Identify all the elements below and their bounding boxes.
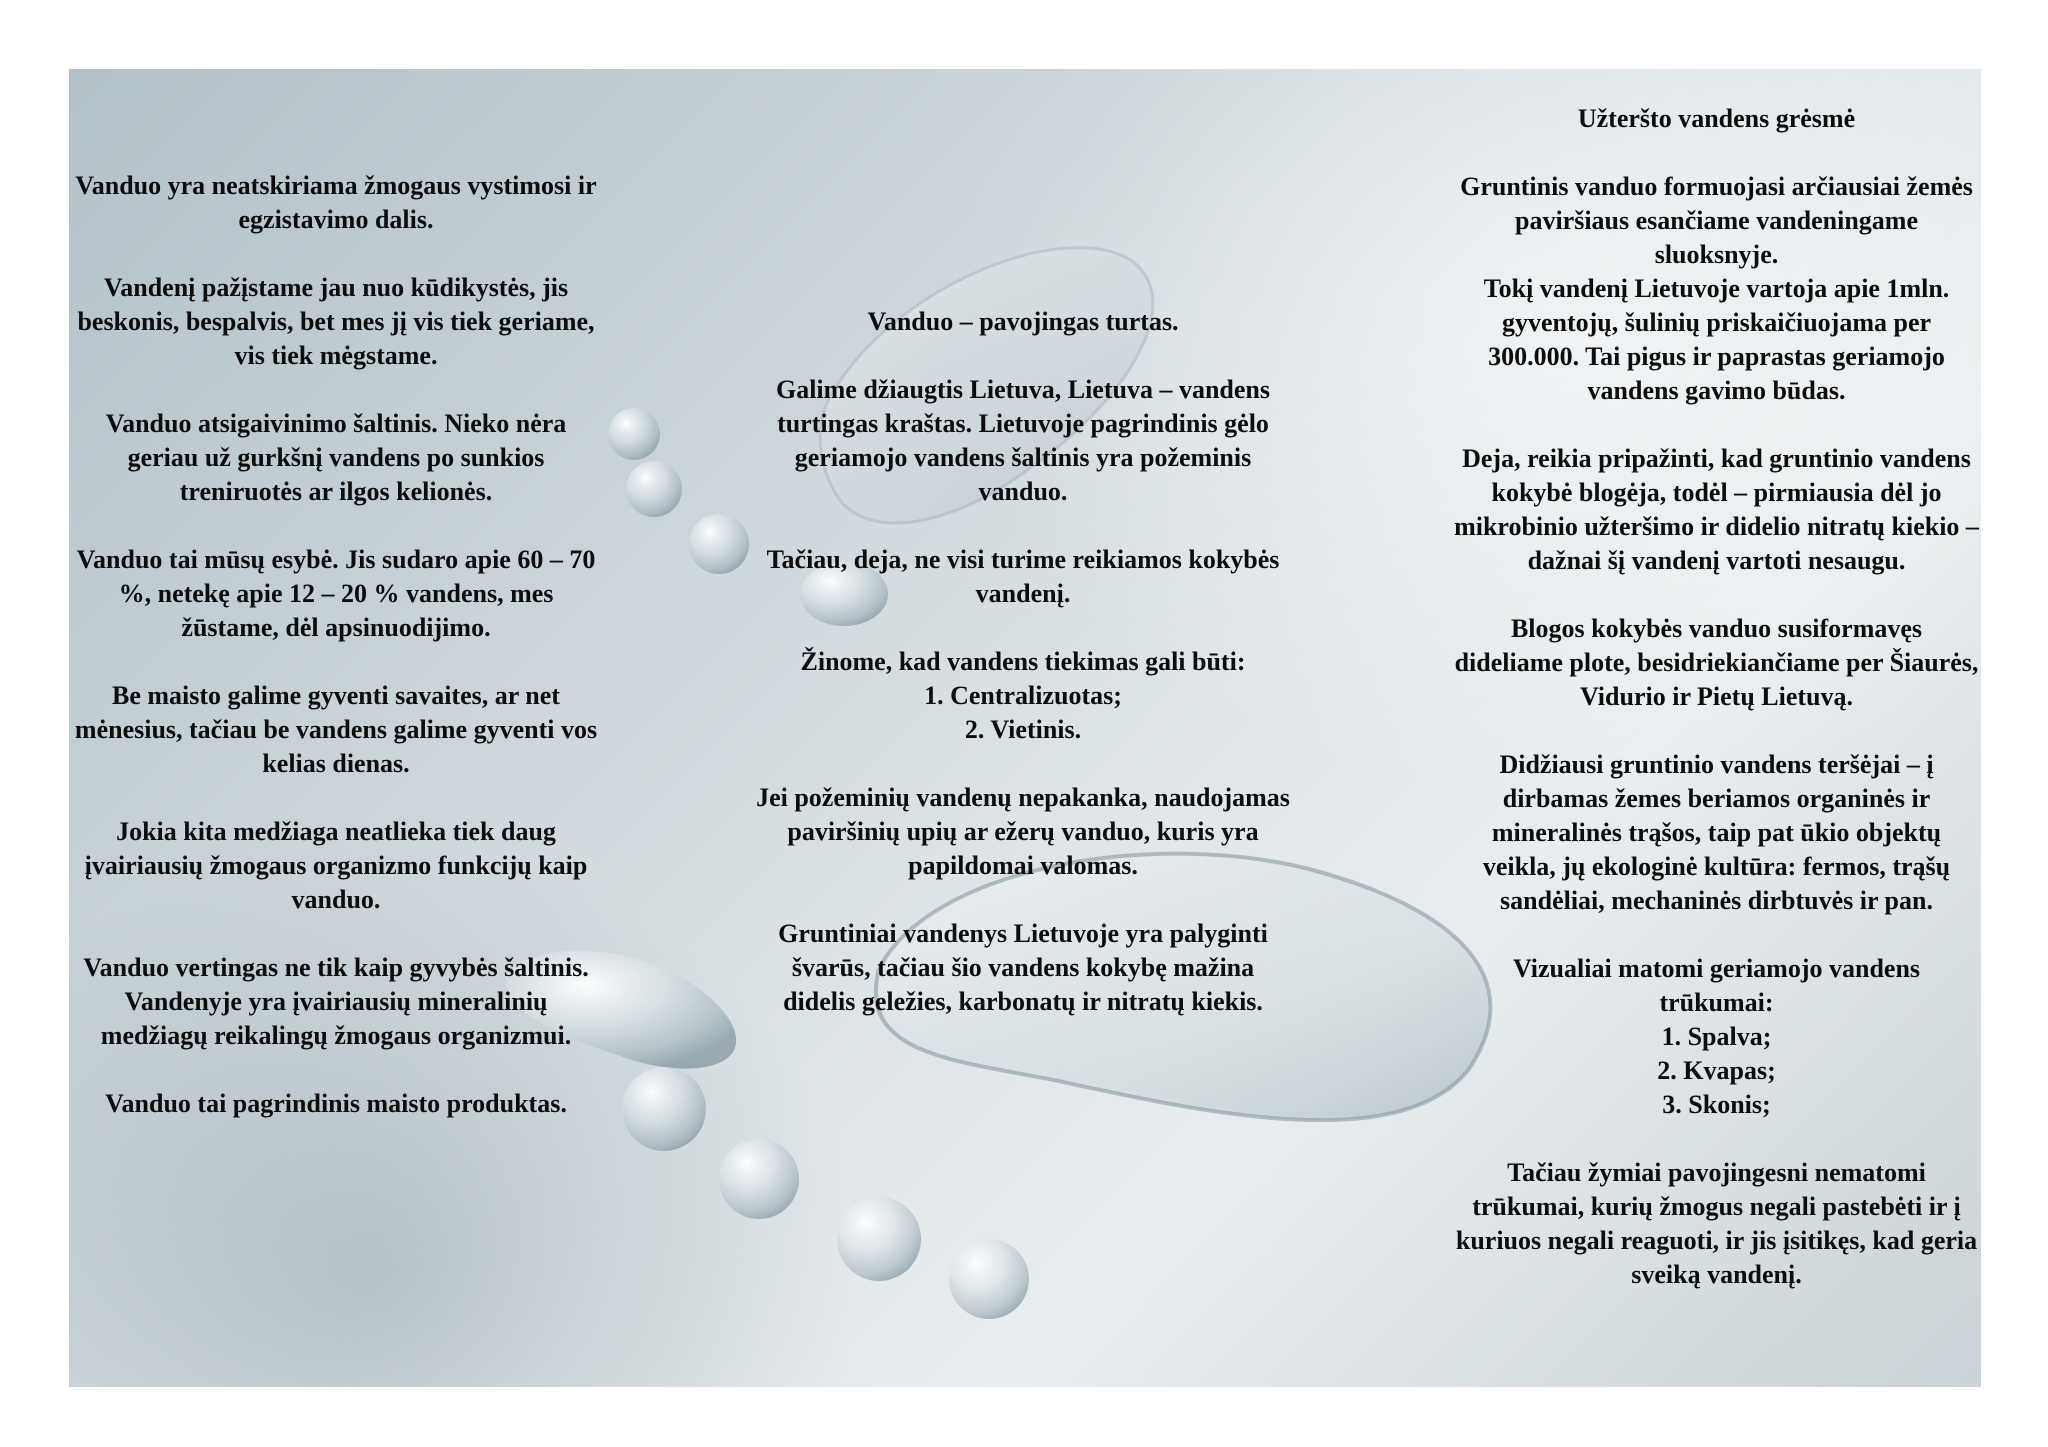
left-column xyxy=(71,169,601,1121)
middle-paragraph: Jei požeminių vandenų nepakanka, naudojamas paviršinių upių ar ežerų vanduo, kuris yra papildomai valomas. xyxy=(756,783,1290,880)
right-paragraph: Tačiau žymiai pavojingesni nematomi trūkumai, kurių žmogus negali pastebėti ir į kuriuos negali reaguoti, ir jis įsitikęs, kad geria sveiką vandenį. xyxy=(1455,1158,1978,1289)
list-item: 1. Spalva; xyxy=(1661,1022,1772,1051)
middle-paragraph: Galime džiaugtis Lietuva, Lietuva – vandens turtingas kraštas. Lietuvoje pagrindinis gėlo geriamojo vandens šaltinis yra požeminis vanduo. xyxy=(775,375,1271,506)
middle-paragraph: Žinome, kad vandens tiekimas gali būti: xyxy=(800,647,1246,676)
right-paragraph: Tokį vandenį Lietuvoje vartoja apie 1mln. gyventojų, šulinių priskaičiuojama per 300.000. Tai pigus ir paprastas geriamojo vandens gavimo būdas. xyxy=(1483,274,1950,405)
left-paragraph: Vanduo yra neatskiriama žmogaus vystimosi ir egzistavimo dalis. xyxy=(75,171,597,234)
left-paragraph: Vandenį pažįstame jau nuo kūdikystės, jis beskonis, bespalvis, bet mes jį vis tiek geriame, vis tiek mėgstame. xyxy=(77,273,595,370)
right-paragraph: Didžiausi gruntinio vandens teršėjai – į dirbamas žemes beriamos organinės ir mineralinės trąšos, taip pat ūkio objektų veikla, jų ekologinė kultūra: fermos, trąšų sandėliai, mechaninės dirbtuvės ir pan. xyxy=(1482,750,1951,915)
list-item: 1. Centralizuotas; xyxy=(924,681,1122,710)
visible-defects-list xyxy=(1454,1020,1979,1122)
right-paragraph: Deja, reikia pripažinti, kad gruntinio vandens kokybė blogėja, todėl – pirmiausia dėl jo mikrobinio užteršimo ir didelio nitratų kiekio – dažnai šį vandenį vartoti nesaugu. xyxy=(1454,444,1979,575)
middle-paragraph: Tačiau, deja, ne visi turime reikiamos kokybės vandenį. xyxy=(766,545,1280,608)
middle-paragraph: Gruntiniai vandenys Lietuvoje yra palyginti švarūs, tačiau šio vandens kokybę mažina didelis geležies, karbonatų ir nitratų kiekis. xyxy=(778,919,1268,1016)
left-paragraph: Be maisto galime gyventi savaites, ar net mėnesius, tačiau be vandens galime gyventi vos kelias dienas. xyxy=(74,681,598,778)
left-paragraph: Vanduo vertingas ne tik kaip gyvybės šaltinis. Vandenyje yra įvairiausių mineralinių medžiagų reikalingų žmogaus organizmui. xyxy=(83,953,589,1050)
right-paragraph: Vizualiai matomi geriamojo vandens trūkumai: xyxy=(1512,954,1921,1017)
brochure-panel xyxy=(69,69,1981,1387)
list-item: 3. Skonis; xyxy=(1662,1090,1771,1119)
supply-type-list xyxy=(753,679,1293,747)
middle-column xyxy=(753,305,1293,1019)
left-paragraph: Jokia kita medžiaga neatlieka tiek daug įvairiausių žmogaus organizmo funkcijų kaip vanduo. xyxy=(84,817,588,914)
list-item: 2. Vietinis. xyxy=(964,715,1082,744)
right-title: Užteršto vandens grėsmė xyxy=(1577,104,1856,133)
left-paragraph: Vanduo atsigaivinimo šaltinis. Nieko nėra geriau už gurkšnį vandens po sunkios treniruotės ar ilgos kelionės. xyxy=(105,409,567,506)
left-paragraph: Vanduo tai mūsų esybė. Jis sudaro apie 60 – 70 %, netekę apie 12 – 20 % vandens, mes žūstame, dėl apsinuodijimo. xyxy=(76,545,596,642)
left-paragraph: Vanduo tai pagrindinis maisto produktas. xyxy=(105,1089,567,1118)
list-item: 2. Kvapas; xyxy=(1657,1056,1776,1085)
right-paragraph: Blogos kokybės vanduo susiformavęs dideliame plote, besidriekiančiame per Šiaurės, Vidurio ir Pietų Lietuvą. xyxy=(1454,614,1979,711)
right-column xyxy=(1454,102,1979,1292)
middle-title: Vanduo – pavojingas turtas. xyxy=(867,307,1179,336)
right-paragraph: Gruntinis vanduo formuojasi arčiausiai žemės paviršiaus esančiame vandeningame sluoksnyje. xyxy=(1460,172,1973,269)
